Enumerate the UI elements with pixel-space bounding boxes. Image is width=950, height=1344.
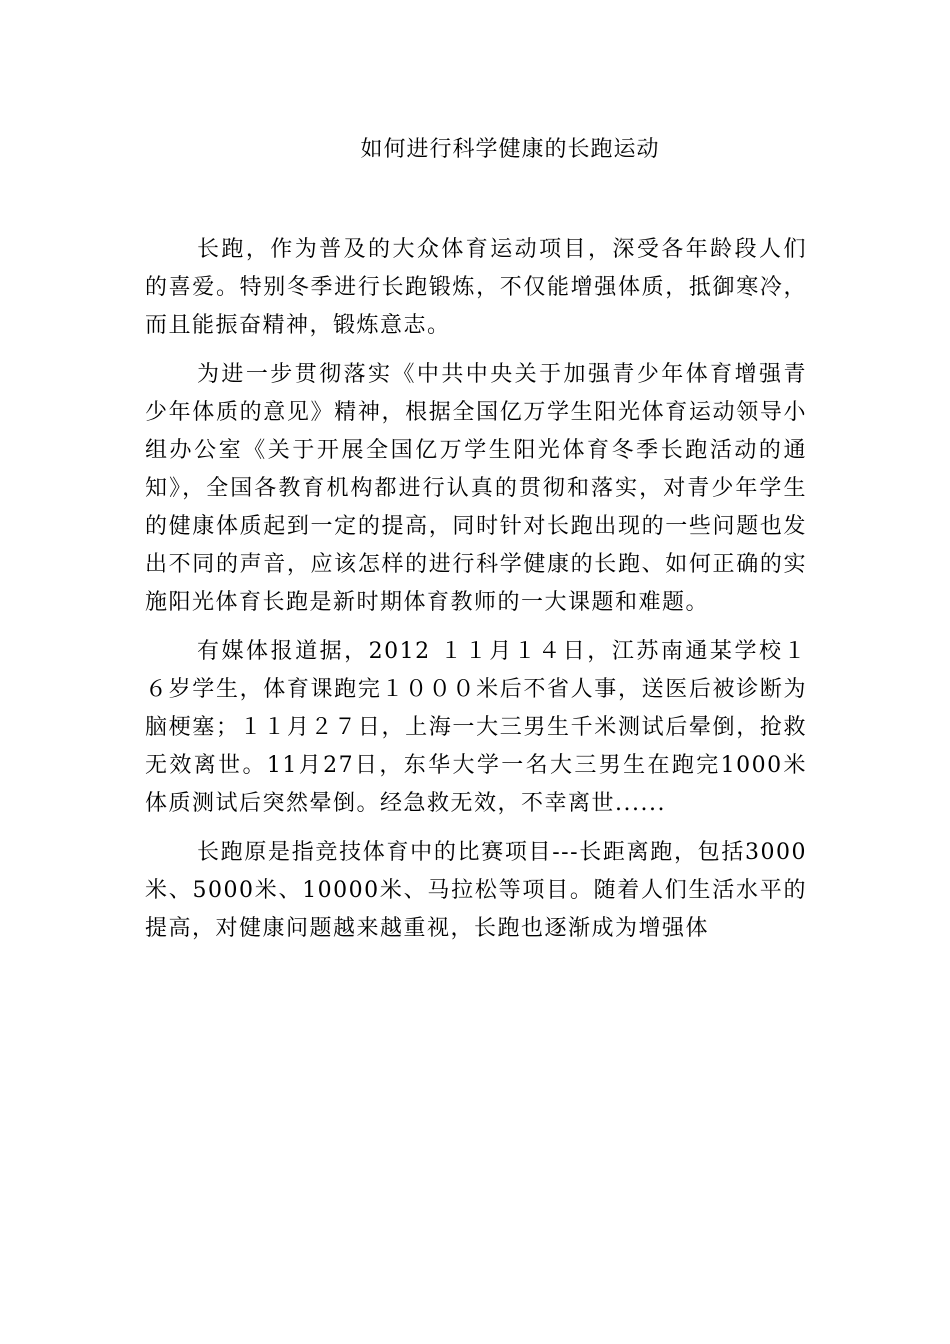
paragraph-news-reports: 有媒体报道据，2012 １１月１４日，江苏南通某学校１６岁学生，体育课跑完１０００米后不省人事，送医后被诊断为脑梗塞；１１月２７日，上海一大三男生千米测试后晕倒，抢救无效离世。11月27日，东华大学一名大三男生在跑完1000米体质测试后突然晕倒。经急救无效，不幸离世...... — [145, 639, 807, 816]
document-body — [145, 231, 807, 948]
document-title: 如何进行科学健康的长跑运动 — [360, 137, 660, 162]
paragraph-policy: 为进一步贯彻落实《中共中央关于加强青少年体育增强青少年体质的意见》精神，根据全国亿万学生阳光体育运动领导小组办公室《关于开展全国亿万学生阳光体育冬季长跑活动的通知》，全国各教育机构都进行认真的贯彻和落实，对青少年学生的健康体质起到一定的提高，同时针对长跑出现的一些问题也发出不同的声音，应该怎样的进行科学健康的长跑、如何正确的实施阳光体育长跑是新时期体育教师的一大课题和难题。 — [145, 362, 807, 615]
paragraph-intro: 长跑，作为普及的大众体育运动项目，深受各年龄段人们的喜爱。特别冬季进行长跑锻炼，不仅能增强体质，抵御寒冷，而且能振奋精神，锻炼意志。 — [145, 237, 807, 338]
paragraph-definition: 长跑原是指竞技体育中的比赛项目---长距离跑，包括3000米、5000米、10000米、马拉松等项目。随着人们生活水平的提高，对健康问题越来越重视，长跑也逐渐成为增强体 — [145, 840, 807, 941]
